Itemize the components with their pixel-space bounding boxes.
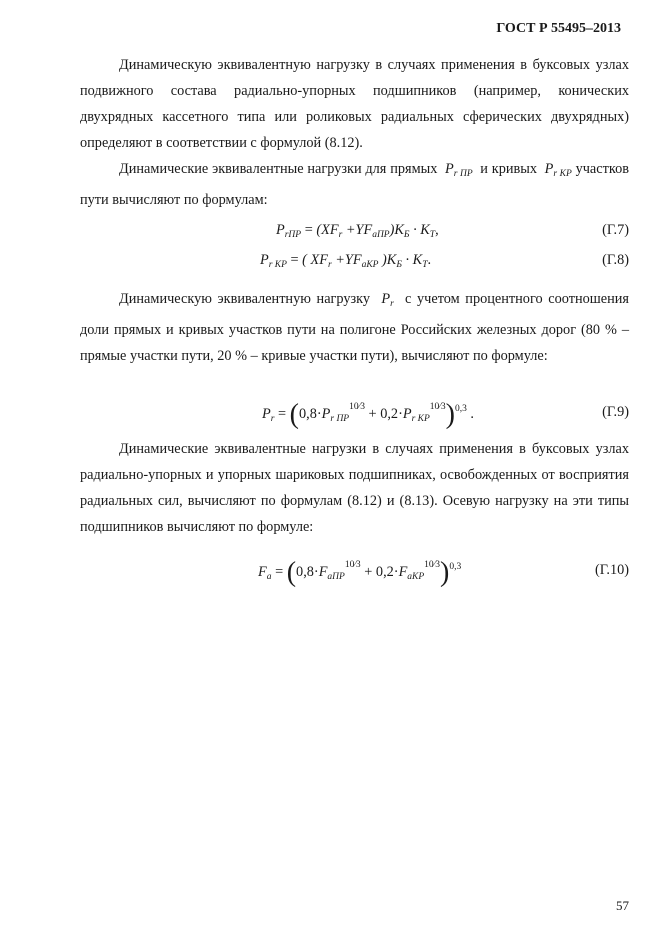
symbol-p-r-pr: $P_{r ПР}$ bbox=[444, 161, 473, 179]
paragraph-4: Динамические эквивалентные нагрузки в случаях применения в буксовых узлах радиально-упорных и упорных шариковых подшипниках, освобожденных от восприятия радиальных сил, вычисляют по формулам (8.12) и (8.13). Осевую нагрузку на эти типы подшипников вычисляют по формуле: bbox=[80, 441, 629, 535]
formula-g9 bbox=[80, 399, 629, 430]
formula-g9-expression: $P_r$ = ($0,8\cdot P_{r ПР}10⁄3$ + $0,2\cdot P_{r КР}10⁄3)^{0,3}$ . bbox=[262, 399, 474, 430]
document-header: ГОСТ Р 55495–2013 bbox=[496, 21, 621, 36]
symbol-p-r-kr: $P_{r КР}$ bbox=[544, 161, 572, 179]
paragraph-3: Динамическую эквивалентную нагрузку $P_r$ с учетом процентного соотношения доли прямых и кривых участков пути на полигоне Российских железных дорог (80 % – прямые участки пути, 20 % – кривые участки пути), вычисляют по формуле: bbox=[80, 291, 629, 364]
formula-g7-expression: $P_{rПР} = (XF_r +YF_{aПР})K_Б \cdot K_T$, bbox=[276, 222, 439, 240]
symbol-p-r: $P_r$ bbox=[381, 291, 394, 309]
formula-g10-number: (Г.10) bbox=[594, 562, 629, 578]
page-number: 57 bbox=[616, 898, 629, 913]
formula-g7-number: (Г.7) bbox=[602, 222, 629, 238]
formula-g10-expression: $F_a$ = ($0,8\cdot F_{aПР}10⁄3$ + $0,2\cdot F_{aКР}10⁄3)^{0,3}$ bbox=[258, 557, 462, 588]
formula-g10 bbox=[80, 557, 629, 588]
formula-g8 bbox=[80, 252, 629, 278]
formula-g8-number: (Г.8) bbox=[602, 252, 629, 268]
formula-g8-expression: $P_{r КР}$ = ( $XF_r +YF_{aКР}$ )$K_Б \cdot K_T$. bbox=[260, 252, 432, 270]
formula-g9-number: (Г.9) bbox=[602, 404, 629, 420]
paragraph-2: Динамические эквивалентные нагрузки для прямых $P_{r ПР}$ и кривых $P_{r КР}$ участков пути вычисляют по формулам: bbox=[80, 161, 629, 208]
formula-g7 bbox=[80, 222, 629, 248]
paragraph-1: Динамическую эквивалентную нагрузку в случаях применения в буксовых узлах подвижного состава радиально-упорных подшипников (например, конических двухрядных кассетного типа или роликовых радиальных сферических двухрядных) определяют в соответствии с формулой (8.12). bbox=[80, 57, 629, 151]
